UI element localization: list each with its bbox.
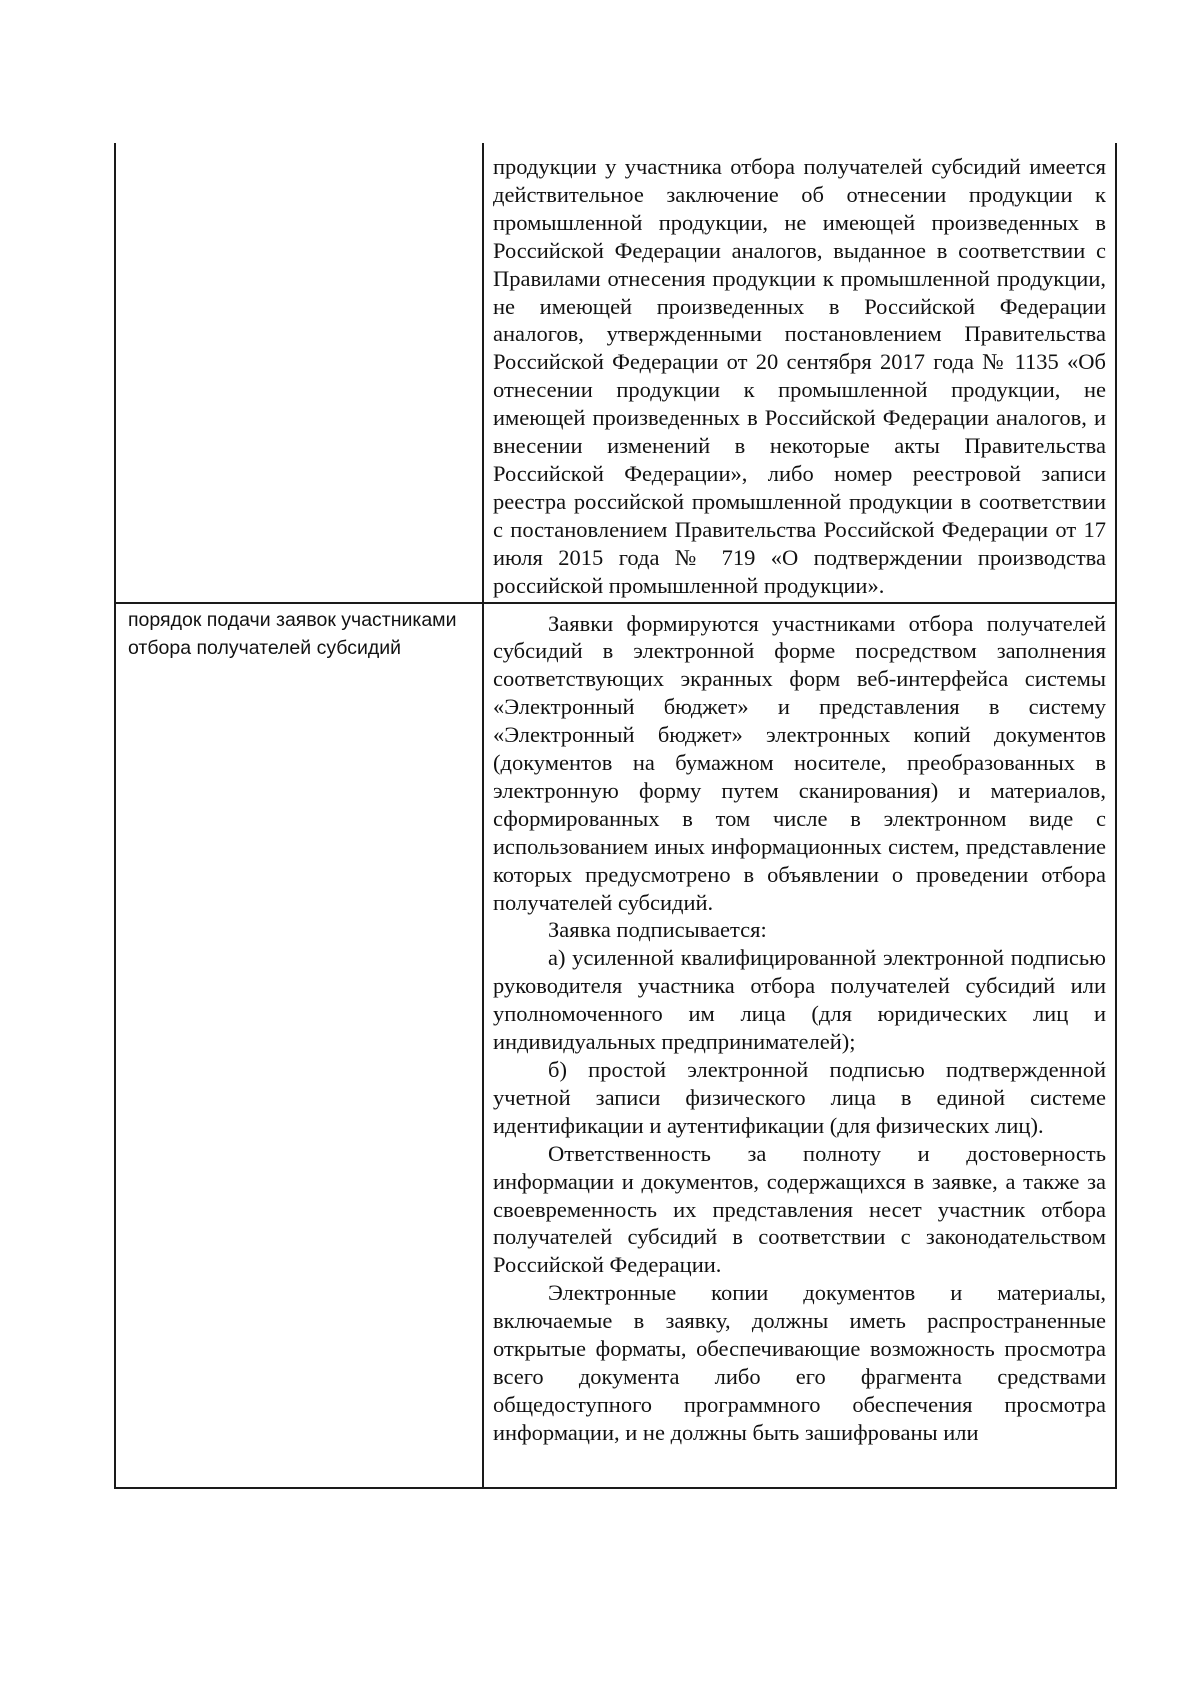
paragraph: Заявки формируются участниками отбора получателей субсидий в электронной форме посредством заполнения соответствующих экранных форм веб-интерфейса системы «Электронный бюджет» и представления в систему «Электронный бюджет» электронных копий документов (документов на бумажном носителе, преобразованных в электронную форму путем сканирования) и материалов, сформированных в том числе в электронном виде с использованием иных информационных систем, представление которых предусмотрено в объявлении о проведении отбора получателей субсидий.: [493, 610, 1106, 915]
table-cell-label: [115, 143, 483, 603]
paragraph: Заявка подписывается:: [548, 917, 767, 943]
paragraph: Ответственность за полноту и достоверность информации и документов, содержащихся в заявке, а также за своевременность их представления несет участник отбора получателей субсидий в соответствии с законодательством Российской Федерации.: [493, 1140, 1106, 1278]
document-table: [114, 143, 1117, 1489]
paragraph: а) усиленной квалифицированной электронной подписью руководителя участника отбора получателей субсидий или уполномоченного им лица (для юридических лиц и индивидуальных предпринимателей);: [493, 945, 1106, 1055]
table-cell-label: порядок подачи заявок участниками отбора получателей субсидий: [115, 603, 483, 1488]
table-row: [115, 143, 1116, 603]
paragraph: Электронные копии документов и материалы, включаемые в заявку, должны иметь распространенные открытые форматы, обеспечивающие возможность просмотра всего документа либо его фрагмента средствами общедоступного программного обеспечения просмотра информации, и не должны быть зашифрованы или: [493, 1280, 1106, 1445]
paragraph: б) простой электронной подписью подтвержденной учетной записи физического лица в единой системе идентификации и аутентификации (для физических лиц).: [493, 1057, 1106, 1138]
paragraph: продукции у участника отбора получателей субсидий имеется действительное заключение об отнесении продукции к промышленной продукции, не имеющей произведенных в Российской Федерации аналогов, выданное в соответствии с Правилами отнесения продукции к промышленной продукции, не имеющей произведенных в Российской Федерации аналогов, утвержденными постановлением Правительства Российской Федерации от 20 сентября 2017 года № 1135 «Об отнесении продукции к промышленной продукции, не имеющей произведенных в Российской Федерации аналогов, и внесении изменений в некоторые акты Правительства Российской Федерации», либо номер реестровой записи реестра российской промышленной продукции в соответствии с постановлением Правительства Российской Федерации от 17 июля 2015 года № 719 «О подтверждении производства российской промышленной продукции».: [493, 154, 1106, 598]
table-row: [115, 603, 1116, 1488]
table-cell-content: [483, 143, 1116, 603]
table-cell-content: [483, 603, 1116, 1488]
